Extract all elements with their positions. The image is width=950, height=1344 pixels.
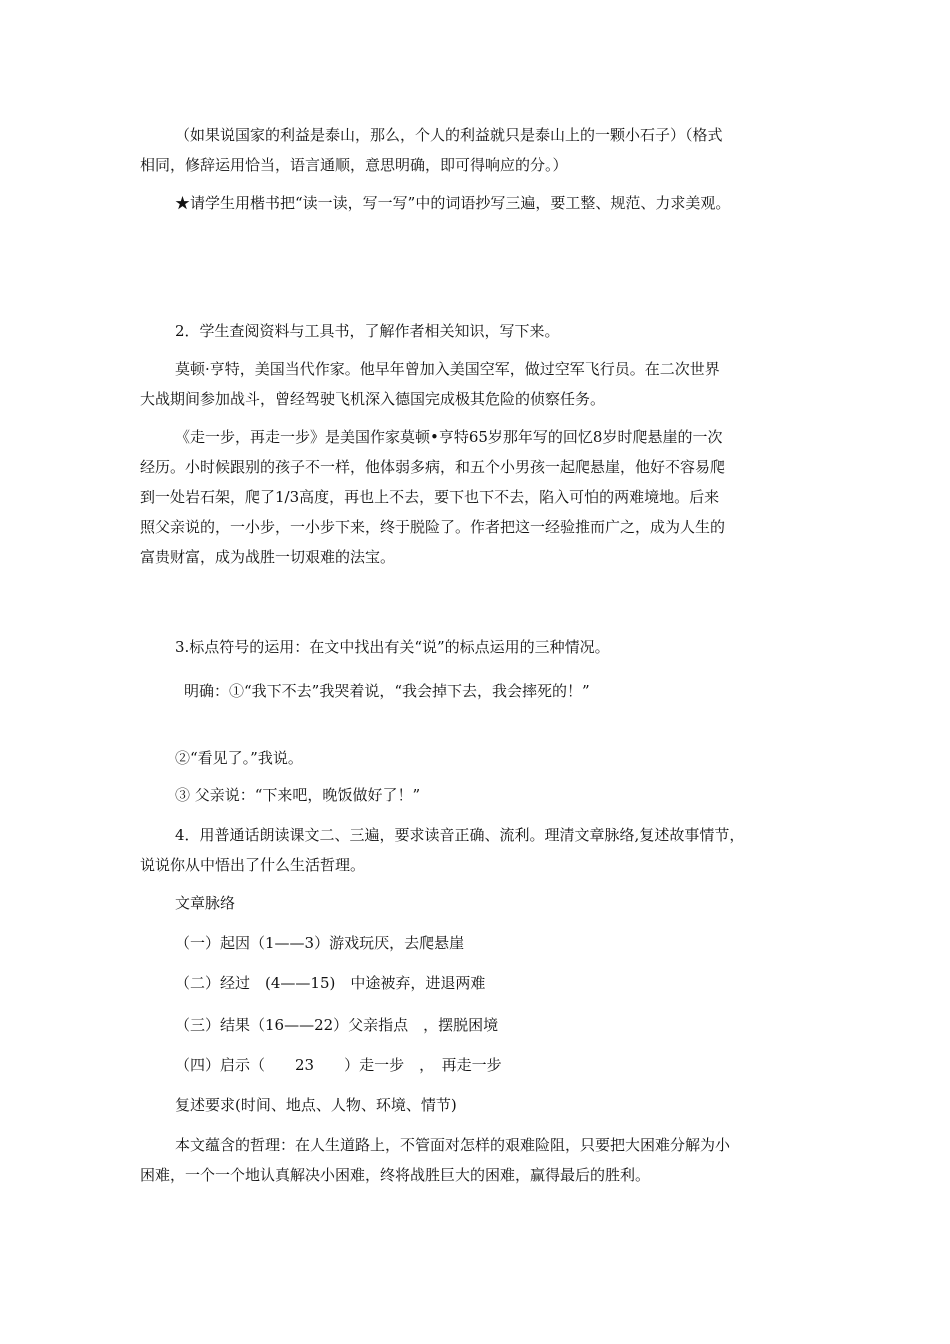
author-bio-line-2: 大战期间参加战斗，曾经驾驶飞机深入德国完成极其危险的侦察任务。 <box>140 390 606 408</box>
story-summary-line-3: 到一处岩石架，爬了1/3高度，再也上不去，要下也下不去，陷入可怕的两难境地。后来 <box>140 488 720 506</box>
outline-item: （一）起因（1——3）游戏玩厌，去爬悬崖 <box>175 934 465 952</box>
outline-title: 文章脉络 <box>175 894 236 912</box>
copy-words-instruction: ★请学生用楷书把“读一读，写一写”中的词语抄写三遍，要工整、规范、力求美观。 <box>175 194 731 212</box>
item-4-heading-line-1: 4．用普通话朗读课文二、三遍，要求读音正确、流利。理清文章脉络,复述故事情节， <box>175 826 745 844</box>
retell-requirements: 复述要求(时间、地点、人物、环境、情节) <box>175 1096 457 1114</box>
item-3-heading: 3.标点符号的运用：在文中找出有关“说”的标点运用的三种情况。 <box>175 638 610 656</box>
story-summary-line-1: 《走一步，再走一步》是美国作家莫顿•亨特65岁那年写的回忆8岁时爬悬崖的一次 <box>175 428 723 446</box>
story-summary-line-5: 富贵财富，成为战胜一切艰难的法宝。 <box>140 548 396 566</box>
story-summary-line-4: 照父亲说的，一小步，一小步下来，终于脱险了。作者把这一经验推而广之，成为人生的 <box>140 518 726 536</box>
punctuation-answer-3: ③ 父亲说：“下来吧，晚饭做好了！” <box>175 786 421 804</box>
punctuation-answer-2: ②“看见了。”我说。 <box>175 749 303 767</box>
philosophy-line-2: 困难，一个一个地认真解决小困难，终将战胜巨大的困难，赢得最后的胜利。 <box>140 1166 651 1184</box>
outline-item: （四）启示（ 23 ）走一步 ， 再走一步 <box>175 1056 502 1074</box>
philosophy-line-1: 本文蕴含的哲理：在人生道路上，不管面对怎样的艰难险阻，只要把大困难分解为小 <box>175 1136 731 1154</box>
item-2-heading: 2．学生查阅资料与工具书，了解作者相关知识，写下来。 <box>175 322 560 340</box>
grading-note-line-1: （如果说国家的利益是泰山，那么，个人的利益就只是泰山上的一颗小石子）（格式 <box>175 126 723 144</box>
author-bio-line-1: 莫顿·亨特，美国当代作家。他早年曾加入美国空军，做过空军飞行员。在二次世界 <box>175 360 720 378</box>
outline-item: （二）经过 (4——15) 中途被弃，进退两难 <box>175 974 486 992</box>
item-4-heading-line-2: 说说你从中悟出了什么生活哲理。 <box>140 856 366 874</box>
punctuation-answer-1: 明确：①“我下不去”我哭着说，“我会掉下去，我会摔死的！” <box>184 682 590 700</box>
story-summary-line-2: 经历。小时候跟别的孩子不一样，他体弱多病，和五个小男孩一起爬悬崖，他好不容易爬 <box>140 458 726 476</box>
grading-note-line-2: 相同，修辞运用恰当，语言通顺，意思明确，即可得响应的分。） <box>140 156 568 174</box>
outline-item: （三）结果（16——22）父亲指点 ，摆脱困境 <box>175 1016 499 1034</box>
